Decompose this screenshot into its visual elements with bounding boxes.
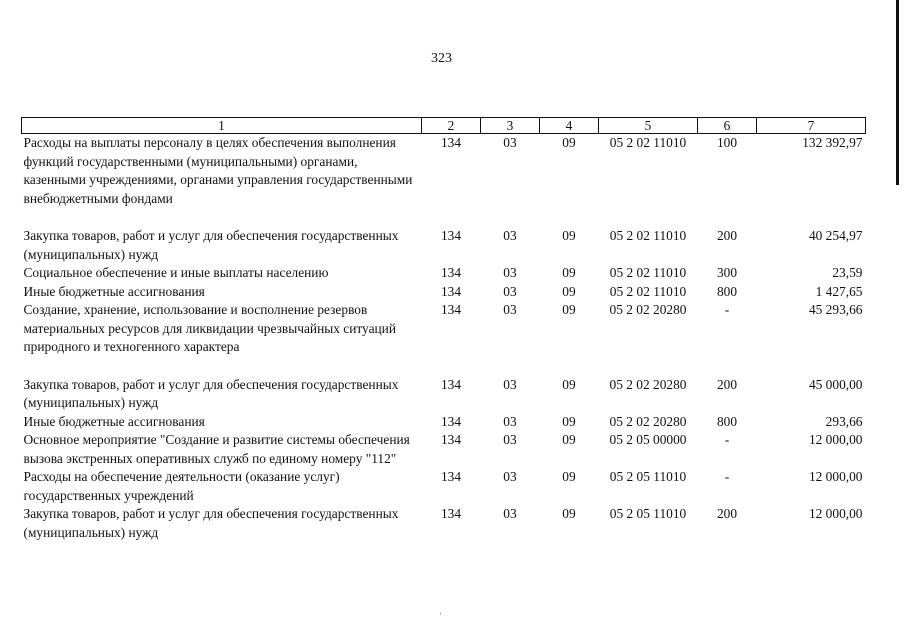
row-section-cell: 03 bbox=[503, 469, 517, 484]
table-row bbox=[22, 468, 866, 505]
row-ministry-cell: 134 bbox=[440, 506, 462, 521]
header-col-4: 4 bbox=[540, 118, 599, 134]
page-edge-bar bbox=[896, 0, 899, 185]
row-section-cell: 03 bbox=[503, 265, 517, 280]
row-name-cell: Основное мероприятие "Создание и развитие системы обеспечения вызова экстренных оперативных служб по единому номеру "112" bbox=[23, 432, 410, 466]
row-amount-cell: 12 000,00 bbox=[808, 506, 863, 521]
table-row bbox=[22, 301, 866, 376]
row-target-article-cell: 05 2 02 11010 bbox=[609, 283, 687, 299]
row-amount-cell: 12 000,00 bbox=[808, 432, 863, 447]
row-expense-type-cell: 200 bbox=[716, 376, 738, 392]
header-col-5: 5 bbox=[599, 118, 698, 134]
row-subsection-cell: 09 bbox=[562, 376, 576, 392]
table-row bbox=[22, 283, 866, 302]
row-ministry-cell: 134 bbox=[440, 283, 462, 299]
row-subsection-cell: 09 bbox=[562, 265, 576, 280]
header-col-2: 2 bbox=[422, 118, 481, 134]
header-col-6: 6 bbox=[698, 118, 757, 134]
row-section-cell: 03 bbox=[503, 135, 517, 150]
table-row bbox=[22, 413, 866, 432]
row-amount-cell: 40 254,97 bbox=[808, 228, 863, 243]
row-amount-cell: 12 000,00 bbox=[808, 469, 863, 484]
row-subsection-cell: 09 bbox=[562, 432, 576, 447]
row-section-cell: 03 bbox=[503, 376, 517, 392]
row-subsection-cell: 09 bbox=[562, 135, 576, 150]
row-subsection-cell: 09 bbox=[562, 283, 576, 299]
row-target-article-cell: 05 2 02 20280 bbox=[609, 302, 687, 317]
table-header-row bbox=[22, 118, 866, 134]
row-expense-type-cell: 200 bbox=[716, 506, 738, 521]
row-name-cell: Расходы на выплаты персоналу в целях обеспечения выполнения функций государственными (муниципальными) органами, казенными учреждениями, органами управления государственными внебюджетными фондами bbox=[23, 135, 413, 206]
row-target-article-cell: 05 2 02 20280 bbox=[609, 376, 687, 392]
table-row bbox=[22, 134, 866, 228]
header-col-7: 7 bbox=[757, 118, 866, 134]
row-target-article-cell: 05 2 02 11010 bbox=[609, 228, 687, 243]
row-section-cell: 03 bbox=[503, 413, 517, 429]
row-target-article-cell: 05 2 05 11010 bbox=[609, 506, 687, 521]
row-name-cell: Закупка товаров, работ и услуг для обеспечения государственных (муниципальных) нужд bbox=[23, 506, 399, 540]
row-name-cell: Расходы на обеспечение деятельности (оказание услуг) государственных учреждений bbox=[23, 469, 340, 503]
table-row bbox=[22, 376, 866, 413]
row-subsection-cell: 09 bbox=[562, 302, 576, 317]
row-ministry-cell: 134 bbox=[440, 265, 462, 280]
row-target-article-cell: 05 2 02 11010 bbox=[609, 135, 687, 150]
table-row bbox=[22, 505, 866, 542]
row-subsection-cell: 09 bbox=[562, 506, 576, 521]
row-target-article-cell: 05 2 02 20280 bbox=[609, 413, 687, 429]
row-subsection-cell: 09 bbox=[562, 469, 576, 484]
page-number: 323 bbox=[431, 51, 452, 66]
table-row bbox=[22, 227, 866, 264]
row-name-cell: Создание, хранение, использование и восполнение резервов материальных ресурсов для ликвидации чрезвычайных ситуаций природного и техногенного характера bbox=[23, 302, 397, 354]
row-amount-cell: 1 427,65 bbox=[815, 283, 863, 299]
row-ministry-cell: 134 bbox=[440, 469, 462, 484]
row-section-cell: 03 bbox=[503, 302, 517, 317]
row-ministry-cell: 134 bbox=[440, 135, 462, 150]
row-expense-type-cell: 800 bbox=[716, 283, 738, 299]
row-target-article-cell: 05 2 05 11010 bbox=[609, 469, 687, 484]
row-target-article-cell: 05 2 02 11010 bbox=[609, 265, 687, 280]
row-expense-type-cell: 100 bbox=[716, 135, 738, 150]
table-row bbox=[22, 431, 866, 468]
row-subsection-cell: 09 bbox=[562, 413, 576, 429]
row-expense-type-cell: - bbox=[724, 432, 730, 447]
row-amount-cell: 23,59 bbox=[832, 265, 863, 280]
row-expense-type-cell: 800 bbox=[716, 413, 738, 429]
row-amount-cell: 132 392,97 bbox=[802, 135, 863, 150]
row-target-article-cell: 05 2 05 00000 bbox=[609, 432, 687, 447]
table-row bbox=[22, 264, 866, 283]
row-ministry-cell: 134 bbox=[440, 302, 462, 317]
table-body bbox=[22, 134, 866, 543]
row-section-cell: 03 bbox=[503, 283, 517, 299]
row-expense-type-cell: - bbox=[724, 469, 730, 484]
row-expense-type-cell: 300 bbox=[716, 265, 738, 280]
row-section-cell: 03 bbox=[503, 432, 517, 447]
row-amount-cell: 45 293,66 bbox=[808, 302, 863, 317]
row-subsection-cell: 09 bbox=[562, 228, 576, 243]
row-section-cell: 03 bbox=[503, 228, 517, 243]
row-expense-type-cell: 200 bbox=[716, 228, 738, 243]
row-ministry-cell: 134 bbox=[440, 413, 462, 429]
row-expense-type-cell: - bbox=[724, 302, 730, 317]
scan-mark bbox=[440, 612, 441, 615]
header-col-3: 3 bbox=[481, 118, 540, 134]
row-amount-cell: 45 000,00 bbox=[808, 376, 863, 392]
row-ministry-cell: 134 bbox=[440, 432, 462, 447]
row-name-cell: Закупка товаров, работ и услуг для обеспечения государственных (муниципальных) нужд bbox=[23, 376, 399, 410]
row-name-cell: Иные бюджетные ассигнования bbox=[23, 413, 205, 429]
row-ministry-cell: 134 bbox=[440, 376, 462, 392]
header-col-1: 1 bbox=[22, 118, 422, 134]
row-ministry-cell: 134 bbox=[440, 228, 462, 243]
budget-table bbox=[21, 117, 866, 542]
row-amount-cell: 293,66 bbox=[825, 413, 863, 429]
row-section-cell: 03 bbox=[503, 506, 517, 521]
row-name-cell: Социальное обеспечение и иные выплаты населению bbox=[23, 265, 329, 280]
row-name-cell: Иные бюджетные ассигнования bbox=[23, 283, 205, 299]
row-name-cell: Закупка товаров, работ и услуг для обеспечения государственных (муниципальных) нужд bbox=[23, 228, 399, 262]
